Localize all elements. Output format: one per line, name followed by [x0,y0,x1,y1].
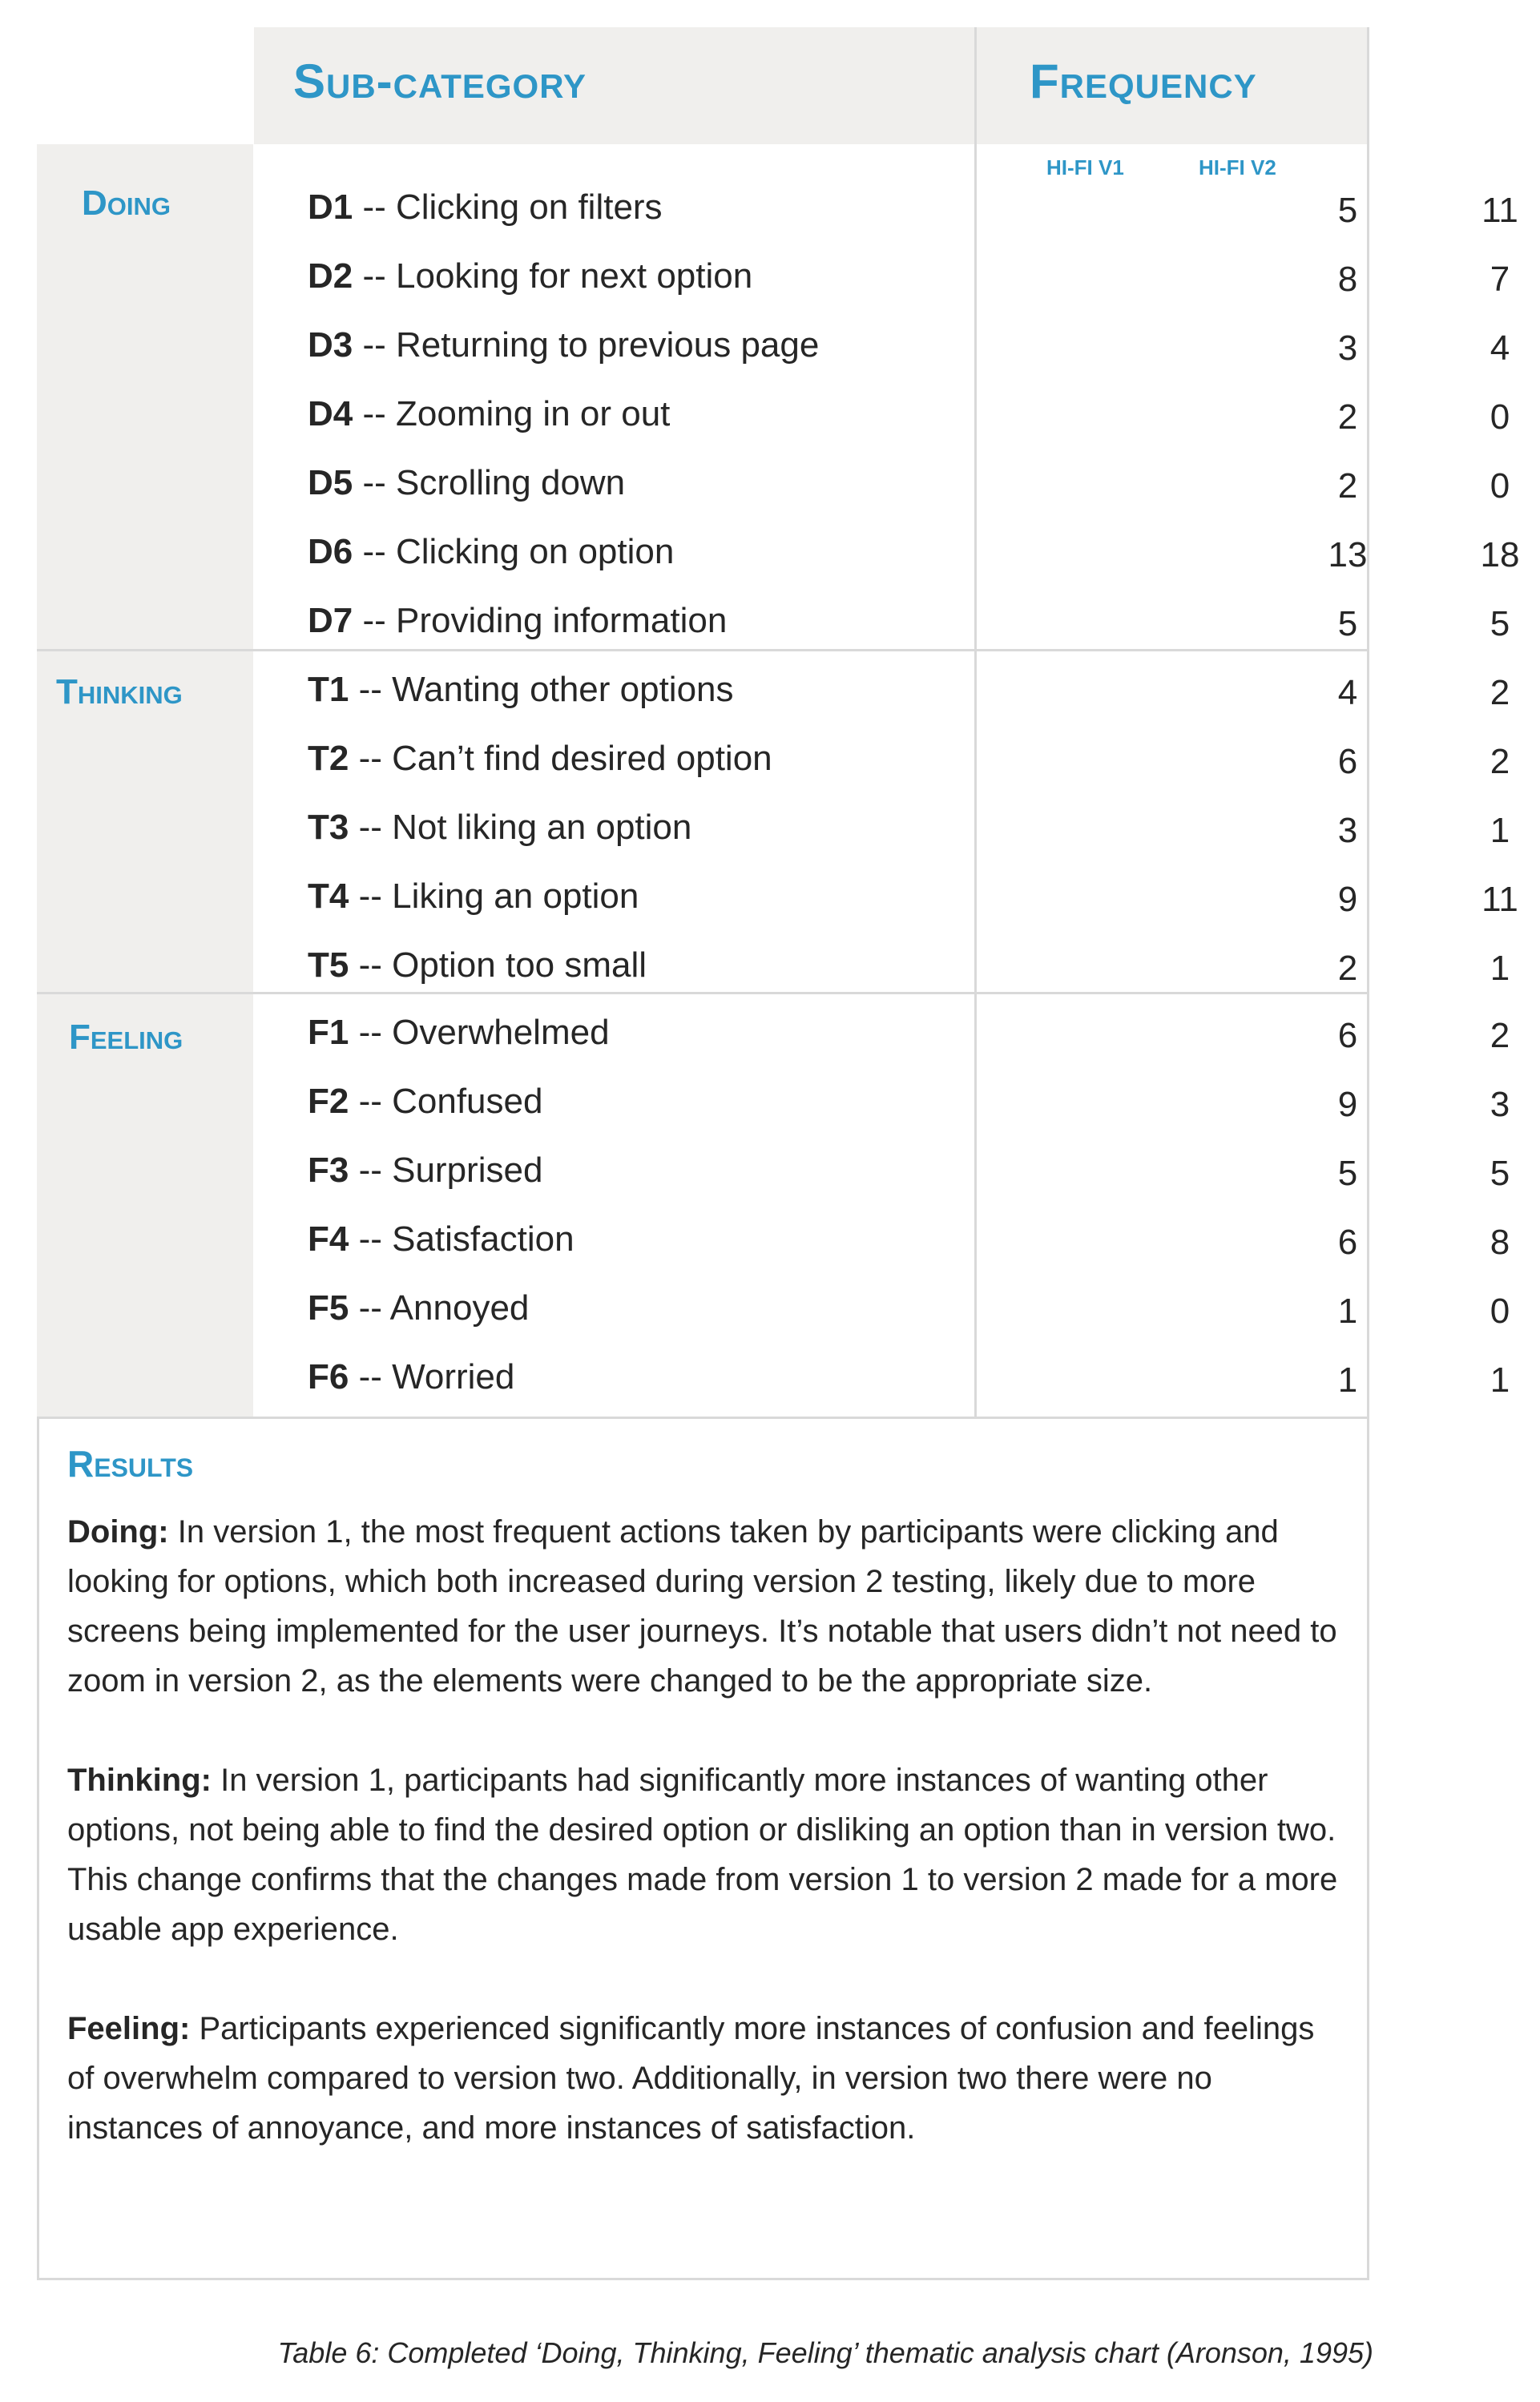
row-text: -- Confused [349,1082,543,1121]
results-title: Results [67,1443,194,1485]
thinking-paragraph [67,1755,1349,1954]
row-code: D4 [308,394,353,433]
hifi-v2-subheader: HI-FI V2 [1199,155,1276,179]
row-text: -- Satisfaction [349,1219,574,1259]
row-text: -- Option too small [349,945,647,985]
doing-lead: Doing: [67,1513,169,1550]
row-code: F5 [308,1288,349,1328]
row-text: -- Scrolling down [353,463,626,502]
table-row [254,242,1510,311]
row-text: -- Zooming in or out [353,394,671,433]
row-text: -- Liking an option [349,877,639,916]
row-text: -- Annoyed [349,1288,530,1328]
v1-count: 2 [1337,466,1358,506]
v2-count: 18 [1480,535,1520,574]
row-code: F1 [308,1013,349,1052]
v1-count: 3 [1337,811,1358,850]
row-code: T2 [308,739,349,778]
v2-count: 7 [1490,260,1510,299]
v1-count: 4 [1337,673,1358,712]
results-bottom-border [37,2278,1369,2280]
v1-count: 1 [1337,1292,1358,1331]
v2-count: 1 [1490,1360,1510,1400]
category-label-feeling: Feeling [69,1018,183,1057]
feeling-lead: Feeling: [67,2010,191,2046]
row-text: -- Looking for next option [353,256,753,296]
thinking-text: In version 1, participants had significantly more instances of wanting other options, not being able to find the desired option or disliking an option than in version two. This change confirms that the changes made from version 1 to version 2 made for a more usable app experience. [67,1762,1338,1947]
feeling-paragraph [67,2004,1349,2153]
v1-count: 3 [1337,328,1358,368]
v2-count: 11 [1482,880,1518,919]
row-text: -- Not liking an option [349,808,692,847]
table-row [254,1136,1510,1205]
v1-count: 5 [1337,191,1358,230]
subcategory-column-title: Sub-category [293,54,587,108]
table-row [254,311,1510,380]
v1-count: 9 [1337,1085,1358,1124]
table-row [254,793,1510,862]
table-row [254,518,1520,586]
row-code: F3 [308,1151,349,1190]
v2-count: 0 [1490,397,1510,437]
v2-count: 0 [1490,466,1510,506]
category-label-doing: Doing [82,183,171,223]
row-code: T3 [308,808,349,847]
v2-count: 8 [1490,1223,1510,1262]
table-row [254,586,1510,655]
v2-count: 4 [1490,328,1510,368]
v1-count: 6 [1337,1016,1358,1055]
v1-count: 5 [1337,604,1358,643]
v2-count: 2 [1490,742,1510,781]
thinking-lead: Thinking: [67,1762,212,1798]
category-label-thinking: Thinking [56,672,183,711]
v2-count: 2 [1490,673,1510,712]
row-code: F2 [308,1082,349,1121]
row-code: D6 [308,532,353,571]
doing-paragraph [67,1507,1349,1706]
table-row [254,931,1510,1000]
v1-count: 2 [1337,949,1358,988]
v1-count: 6 [1337,1223,1358,1262]
table-row [254,1205,1510,1274]
row-text: -- Can’t find desired option [349,739,772,778]
table-row [254,380,1510,449]
v2-count: 1 [1490,811,1510,850]
results-top-border [37,1417,1369,1419]
v2-count: 0 [1490,1292,1510,1331]
table-row [254,449,1510,518]
row-code: D5 [308,463,353,502]
v1-count: 9 [1337,880,1358,919]
feeling-text: Participants experienced significantly more instances of confusion and feelings of overwhelm compared to version two. Additionally, in version two there were no instances of annoyance, and more instances of satisfaction. [67,2010,1315,2146]
results-section [67,1444,1349,2203]
row-code: D3 [308,325,353,365]
v2-count: 11 [1482,191,1518,230]
v1-count: 8 [1337,260,1358,299]
table-row [254,724,1510,793]
hifi-v1-subheader: HI-FI V1 [1046,155,1124,179]
results-left-border [37,1418,39,2280]
v2-count: 1 [1490,949,1510,988]
v1-count: 5 [1337,1154,1358,1193]
v1-count: 13 [1328,535,1368,574]
row-text: -- Returning to previous page [353,325,820,365]
row-code: D7 [308,601,353,640]
row-text: -- Wanting other options [349,670,734,709]
row-text: -- Surprised [349,1151,543,1190]
row-code: F6 [308,1357,349,1396]
row-text: -- Worried [349,1357,515,1396]
v2-count: 5 [1490,1154,1510,1193]
table-row [254,173,1518,242]
row-code: T1 [308,670,349,709]
row-text: -- Providing information [353,601,728,640]
v1-count: 2 [1337,397,1358,437]
v2-count: 5 [1490,604,1510,643]
table-row [254,862,1518,931]
table-caption: Table 6: Completed ‘Doing, Thinking, Feeling’ thematic analysis chart (Aronson, 1995) [277,2336,1373,2369]
v1-count: 1 [1337,1360,1358,1400]
category-sidebar [37,144,253,1418]
frequency-column-title: Frequency [1030,54,1257,108]
table-row [254,1067,1510,1136]
row-code: T4 [308,877,349,916]
row-text: -- Clicking on filters [353,187,663,227]
table-row [254,655,1510,724]
v2-count: 3 [1490,1085,1510,1124]
v2-count: 2 [1490,1016,1510,1055]
table-row [254,1343,1510,1412]
table-row [254,998,1510,1067]
v1-count: 6 [1337,742,1358,781]
doing-text: In version 1, the most frequent actions taken by participants were clicking and looking for options, which both increased during version 2 testing, likely due to more screens being implemented for the user journeys. It’s notable that users didn’t not need to zoom in version 2, as the elements were changed to be the appropriate size. [67,1513,1337,1699]
row-text: -- Overwhelmed [349,1013,610,1052]
row-code: D2 [308,256,353,296]
row-text: -- Clicking on option [353,532,675,571]
row-code: F4 [308,1219,349,1259]
row-code: T5 [308,945,349,985]
row-code: D1 [308,187,353,227]
table-row [254,1274,1510,1343]
